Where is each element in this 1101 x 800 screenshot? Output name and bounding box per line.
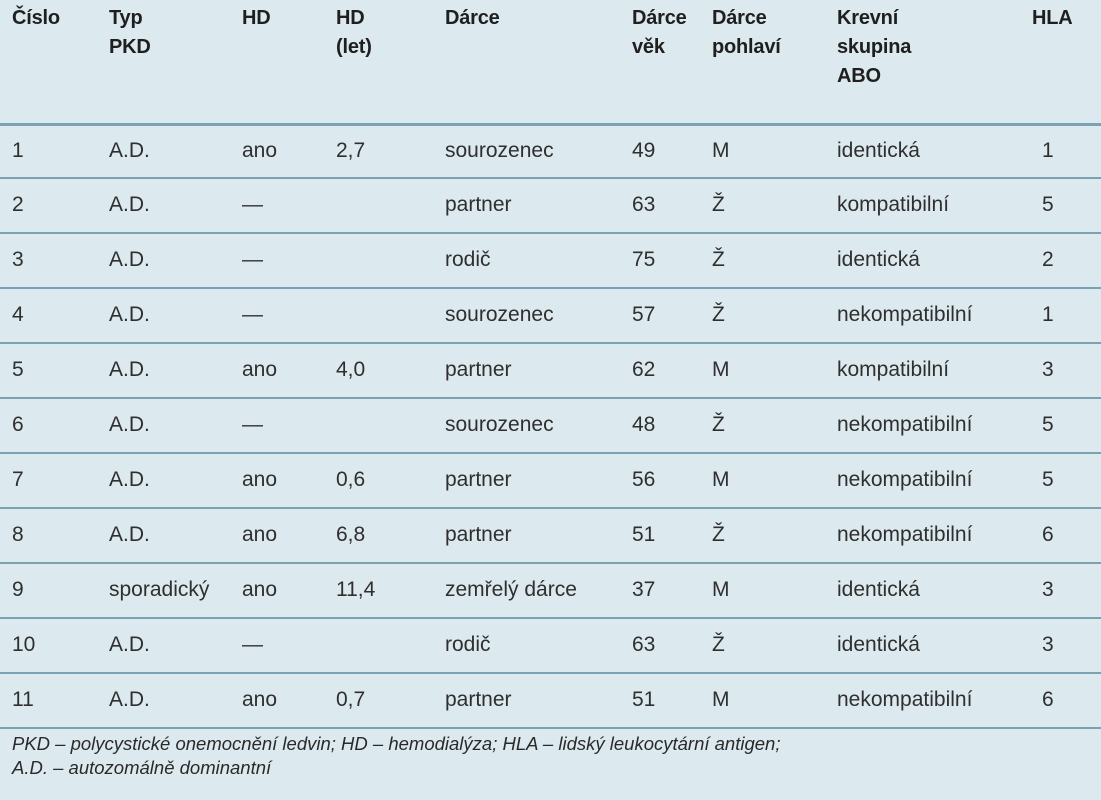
table-body [0,124,1101,728]
table-row [0,398,1101,453]
cell-hla: 1 [1032,288,1101,343]
cell-typ-pkd: A.D. [97,618,230,673]
cell-hd-let [324,398,433,453]
cell-krevni-skupina: kompatibilní [825,178,1032,233]
cell-darce: sourozenec [433,124,620,178]
cell-darce: rodič [433,233,620,288]
cell-darce: zemřelý dárce [433,563,620,618]
cell-darce-vek: 51 [620,508,700,563]
cell-darce: partner [433,453,620,508]
cell-typ-pkd: A.D. [97,343,230,398]
cell-hd: — [230,288,324,343]
cell-cislo: 7 [0,453,97,508]
cell-hd: — [230,618,324,673]
cell-hd-let: 4,0 [324,343,433,398]
table-row [0,508,1101,563]
cell-krevni-skupina: identická [825,124,1032,178]
table-row [0,124,1101,178]
cell-cislo: 1 [0,124,97,178]
cell-darce: sourozenec [433,398,620,453]
cell-hd-let [324,618,433,673]
cell-hd: ano [230,453,324,508]
cell-darce: rodič [433,618,620,673]
cell-hd: — [230,398,324,453]
header-row [0,0,1101,124]
cell-hd: ano [230,124,324,178]
cell-cislo: 4 [0,288,97,343]
cell-darce-pohlavi: Ž [700,233,825,288]
column-header-cislo: Číslo [0,0,97,124]
table-row [0,618,1101,673]
cell-darce-pohlavi: M [700,343,825,398]
cell-hd: — [230,233,324,288]
cell-cislo: 3 [0,233,97,288]
cell-krevni-skupina: nekompatibilní [825,398,1032,453]
cell-darce: partner [433,343,620,398]
cell-darce-pohlavi: Ž [700,508,825,563]
cell-darce-pohlavi: Ž [700,288,825,343]
table-row [0,673,1101,728]
cell-darce-pohlavi: M [700,453,825,508]
cell-krevni-skupina: nekompatibilní [825,673,1032,728]
column-header-krevni-skupina: Krevní skupina ABO [825,0,1032,124]
cell-darce-vek: 48 [620,398,700,453]
cell-cislo: 10 [0,618,97,673]
cell-hd: ano [230,508,324,563]
table-row [0,288,1101,343]
cell-cislo: 8 [0,508,97,563]
cell-darce-pohlavi: M [700,563,825,618]
cell-krevni-skupina: nekompatibilní [825,288,1032,343]
cell-typ-pkd: A.D. [97,453,230,508]
cell-hla: 3 [1032,618,1101,673]
cell-cislo: 5 [0,343,97,398]
column-header-hla: HLA [1032,0,1101,124]
cell-typ-pkd: sporadický [97,563,230,618]
cell-hd-let [324,233,433,288]
column-header-hd: HD [230,0,324,124]
column-header-darce: Dárce [433,0,620,124]
cell-hd: ano [230,343,324,398]
cell-hd-let [324,178,433,233]
cell-hd-let: 0,7 [324,673,433,728]
table-row [0,563,1101,618]
cell-darce-pohlavi: M [700,673,825,728]
cell-darce: partner [433,508,620,563]
cell-cislo: 2 [0,178,97,233]
column-header-darce-pohlavi: Dárce pohlaví [700,0,825,124]
cell-darce: sourozenec [433,288,620,343]
cell-darce-vek: 56 [620,453,700,508]
cell-hd: — [230,178,324,233]
cell-darce: partner [433,178,620,233]
cell-darce-vek: 75 [620,233,700,288]
cell-hd-let: 6,8 [324,508,433,563]
table-row [0,233,1101,288]
cell-typ-pkd: A.D. [97,398,230,453]
cell-krevni-skupina: identická [825,618,1032,673]
cell-krevni-skupina: identická [825,563,1032,618]
cell-typ-pkd: A.D. [97,233,230,288]
cell-hd-let: 0,6 [324,453,433,508]
cell-hla: 3 [1032,343,1101,398]
footnote-line-1: PKD – polycystické onemocnění ledvin; HD – hemodialýza; HLA – lidský leukocytární antigen; [12,733,781,754]
cell-typ-pkd: A.D. [97,288,230,343]
cell-darce-vek: 49 [620,124,700,178]
cell-darce-vek: 51 [620,673,700,728]
cell-hd: ano [230,563,324,618]
cell-darce-vek: 63 [620,178,700,233]
cell-hla: 1 [1032,124,1101,178]
cell-darce-pohlavi: Ž [700,178,825,233]
column-header-hd-let: HD (let) [324,0,433,124]
cell-hla: 5 [1032,178,1101,233]
cell-krevni-skupina: identická [825,233,1032,288]
cell-cislo: 6 [0,398,97,453]
cell-typ-pkd: A.D. [97,673,230,728]
cell-darce-pohlavi: M [700,124,825,178]
cell-hla: 6 [1032,508,1101,563]
cell-cislo: 9 [0,563,97,618]
table-row [0,453,1101,508]
cell-cislo: 11 [0,673,97,728]
table-row [0,178,1101,233]
cell-krevni-skupina: kompatibilní [825,343,1032,398]
cell-hla: 6 [1032,673,1101,728]
cell-darce-pohlavi: Ž [700,618,825,673]
column-header-typ-pkd: Typ PKD [97,0,230,124]
cell-typ-pkd: A.D. [97,124,230,178]
table-row [0,343,1101,398]
cell-hd-let: 2,7 [324,124,433,178]
column-header-darce-vek: Dárce věk [620,0,700,124]
cell-hd-let: 11,4 [324,563,433,618]
cell-typ-pkd: A.D. [97,178,230,233]
footnote-line-2: A.D. – autozomálně dominantní [12,757,272,778]
cell-darce-vek: 63 [620,618,700,673]
cell-darce: partner [433,673,620,728]
cell-krevni-skupina: nekompatibilní [825,453,1032,508]
cell-hd: ano [230,673,324,728]
cell-hla: 5 [1032,398,1101,453]
cell-hla: 2 [1032,233,1101,288]
cell-darce-pohlavi: Ž [700,398,825,453]
table-footnote [12,732,1092,780]
cell-hla: 3 [1032,563,1101,618]
cell-hla: 5 [1032,453,1101,508]
cell-hd-let [324,288,433,343]
cell-darce-vek: 57 [620,288,700,343]
cell-darce-vek: 37 [620,563,700,618]
cell-darce-vek: 62 [620,343,700,398]
cell-typ-pkd: A.D. [97,508,230,563]
cell-krevni-skupina: nekompatibilní [825,508,1032,563]
